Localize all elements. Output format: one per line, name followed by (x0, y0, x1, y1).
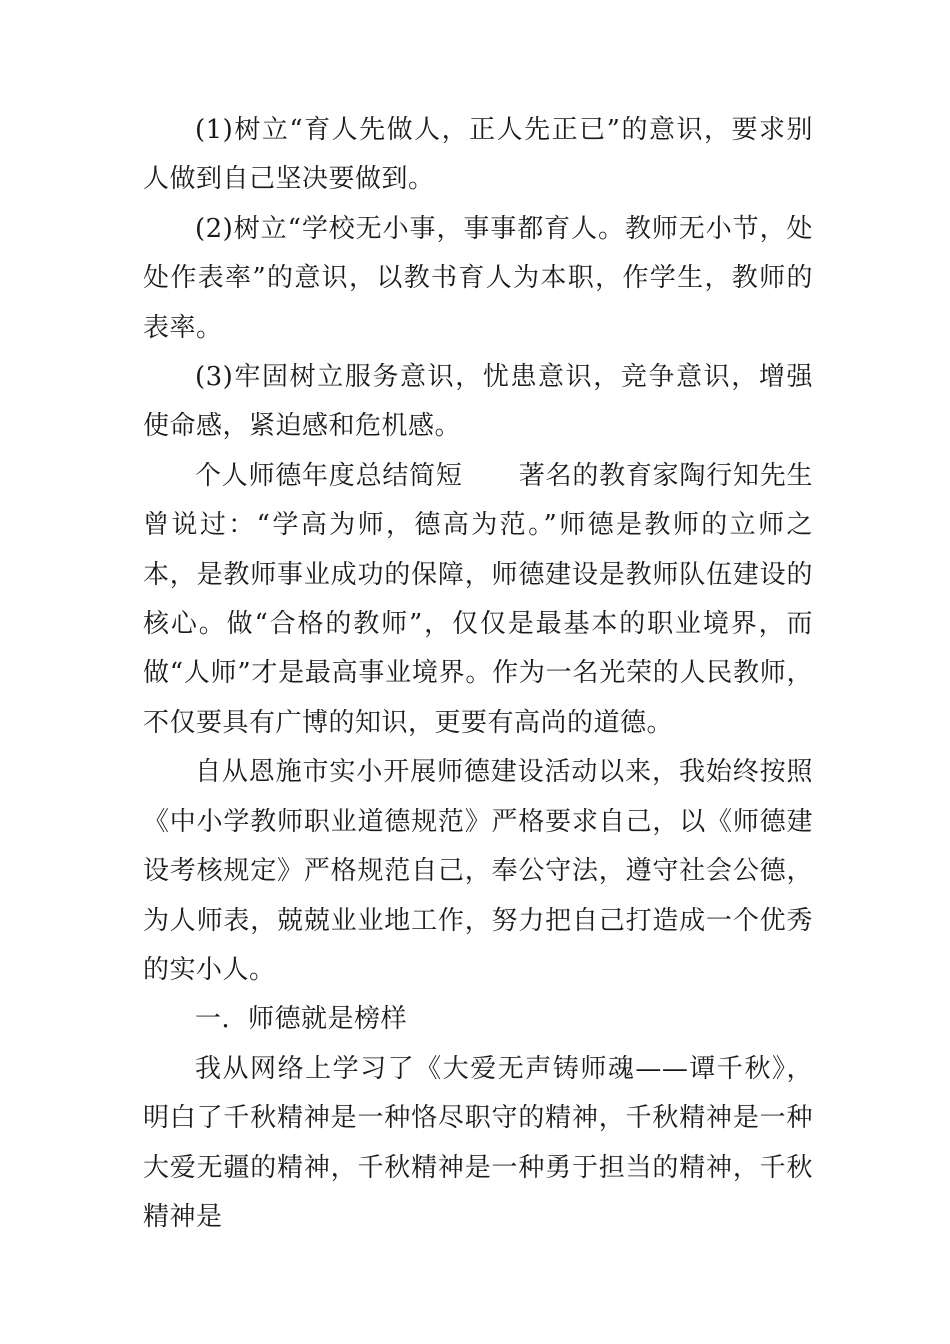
paragraph-2: (2)树立“学校无小事，事事都育人。教师无小节，处处作表率”的意识，以教书育人为本职，作学生，教师的表率。 (143, 213, 813, 343)
paragraph-4: 自从恩施市实小开展师德建设活动以来，我始终按照《中小学教师职业道德规范》严格要求自己，以《师德建设考核规定》严格规范自己，奉公守法，遵守社会公德，为人师表，兢兢业业地工作，努力把自己打造成一个优秀的实小人。 (143, 757, 813, 985)
section-lead-text: 著名的教育家陶行知先生曾说过：“学高为师，德高为范。”师德是教师的立师之本，是教师事业成功的保障，师德建设是教师队伍建设的核心。做“合格的教师”，仅仅是最基本的职业境界，而做“人师”才是最高事业境界。作为一名光荣的人民教师，不仅要具有广博的知识，更要有高尚的道德。 (143, 460, 813, 738)
subheading-1: 一．师德就是榜样 (195, 1004, 408, 1035)
paragraph-5: 我从网络上学习了《大爱无声铸师魂——谭千秋》，明白了千秋精神是一种恪尽职守的精神，千秋精神是一种大爱无疆的精神，千秋精神是一种勇于担当的精神，千秋精神是 (143, 1053, 813, 1232)
document-body (143, 106, 813, 1242)
section-paragraph (143, 452, 813, 748)
paragraph-1: (1)树立“育人先做人，正人先正已”的意识，要求别人做到自己坚决要做到。 (143, 115, 813, 195)
section-title: 个人师德年度总结简短 (195, 460, 463, 491)
paragraph-3: (3)牢固树立服务意识，忧患意识，竞争意识，增强使命感，紧迫感和危机感。 (143, 362, 813, 442)
